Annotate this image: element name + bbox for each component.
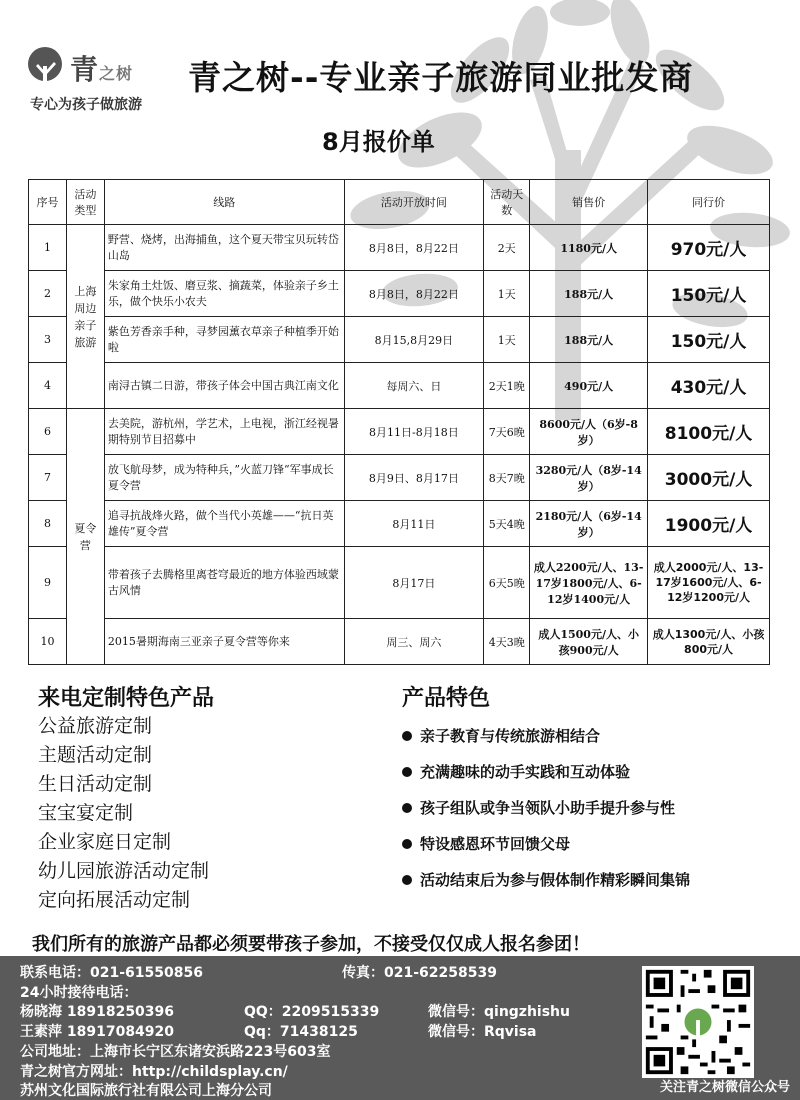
logo-name: 青之树 — [70, 53, 134, 86]
row-time: 8月11日 — [344, 501, 484, 547]
tree-icon — [24, 46, 66, 90]
row-peer-price: 8100元/人 — [648, 409, 770, 455]
row-peer-price: 970元/人 — [648, 225, 770, 271]
row-sale-price: 188元/人 — [530, 317, 648, 363]
row-no: 10 — [29, 619, 67, 665]
row-peer-price: 成人1300元/人、小孩800元/人 — [648, 619, 770, 665]
table-row — [29, 225, 770, 271]
header-type: 活动类型 — [66, 180, 104, 225]
website-link[interactable]: 青之树官方网址：http://childsplay.cn/ — [20, 1064, 288, 1080]
row-no: 9 — [29, 547, 67, 619]
row-peer-price: 成人2000元/人、13-17岁1600元/人、6-12岁1200元/人 — [648, 547, 770, 619]
custom-products-title: 来电定制特色产品 — [38, 686, 215, 711]
bullet-icon — [402, 803, 412, 813]
row-days: 2天1晚 — [484, 363, 530, 409]
row-sale-price: 188元/人 — [530, 271, 648, 317]
qr-code-icon[interactable] — [642, 966, 754, 1078]
row-days: 4天3晚 — [484, 619, 530, 665]
row-days: 1天 — [484, 271, 530, 317]
table-header-row — [29, 180, 770, 225]
row-route: 野营、烧烤，出海捕鱼，这个夏天带宝贝玩转岱山岛 — [104, 225, 344, 271]
fax-text: 传真：021-62258539 — [342, 965, 497, 981]
row-time: 8月8日，8月22日 — [344, 225, 484, 271]
row-route: 追寻抗战烽火路，做个当代小英雄——“抗日英雄传”夏令营 — [104, 501, 344, 547]
header-peer-price: 同行价 — [648, 180, 770, 225]
row-time: 周三、周六 — [344, 619, 484, 665]
list-item: 宝宝宴定制 — [38, 802, 134, 824]
row-time: 8月8日，8月22日 — [344, 271, 484, 317]
row-time: 8月11日-8月18日 — [344, 409, 484, 455]
row-sale-price: 1180元/人 — [530, 225, 648, 271]
brand-logo — [22, 42, 182, 114]
row-no: 3 — [29, 317, 67, 363]
table-row — [29, 317, 770, 363]
table-row — [29, 271, 770, 317]
row-no: 7 — [29, 455, 67, 501]
table-row — [29, 547, 770, 619]
row-peer-price: 1900元/人 — [648, 501, 770, 547]
row-sale-price: 成人2200元/人、13-17岁1800元/人、6-12岁1400元/人 — [530, 547, 648, 619]
contact2-wechat: 微信号：Rqvisa — [428, 1024, 537, 1040]
row-days: 5天4晚 — [484, 501, 530, 547]
row-route: 南浔古镇二日游，带孩子体会中国古典江南文化 — [104, 363, 344, 409]
list-item: 特设感恩环节回馈父母 — [402, 830, 690, 866]
row-route: 去美院，游杭州，学艺术，上电视，浙江经视暑期特别节目招募中 — [104, 409, 344, 455]
row-peer-price: 430元/人 — [648, 363, 770, 409]
bullet-icon — [402, 875, 412, 885]
price-table — [28, 179, 770, 665]
bullet-icon — [402, 731, 412, 741]
features-title: 产品特色 — [402, 686, 491, 711]
row-route: 放飞航母梦，成为特种兵，”火蓝刀锋“军事成长夏令营 — [104, 455, 344, 501]
list-item: 主题活动定制 — [38, 744, 153, 766]
footer-contact-panel — [0, 956, 800, 1100]
list-item: 活动结束后为参与假体制作精彩瞬间集锦 — [402, 866, 690, 902]
row-no: 1 — [29, 225, 67, 271]
row-peer-price: 150元/人 — [648, 317, 770, 363]
header-sale-price: 销售价 — [530, 180, 648, 225]
logo-slogan: 专心为孩子做旅游 — [30, 97, 142, 113]
table-row — [29, 409, 770, 455]
list-item: 公益旅游定制 — [38, 715, 153, 737]
notice-text: 我们所有的旅游产品都必须要带孩子参加，不接受仅仅成人报名参团！ — [32, 934, 590, 955]
table-row — [29, 455, 770, 501]
row-route: 紫色芳香亲手种，寻梦园薰衣草亲子种植季开始啦 — [104, 317, 344, 363]
list-item: 孩子组队或争当领队小助手提升参与性 — [402, 794, 690, 830]
row-time: 8月17日 — [344, 547, 484, 619]
contact1-qq: QQ：2209515339 — [244, 1004, 380, 1020]
bullet-icon — [402, 839, 412, 849]
contact2-name: 王素萍 18917084920 — [20, 1024, 175, 1040]
table-row — [29, 619, 770, 665]
header-no: 序号 — [29, 180, 67, 225]
row-days: 6天5晚 — [484, 547, 530, 619]
list-item: 充满趣味的动手实践和互动体验 — [402, 758, 690, 794]
page-subtitle: 8月报价单 — [322, 128, 435, 156]
company-name: 苏州文化国际旅行社有限公司上海分公司 — [20, 1083, 272, 1099]
row-time: 8月9日、8月17日 — [344, 455, 484, 501]
features-list — [402, 722, 690, 902]
row-sale-price: 成人1500元/人、小孩900元/人 — [530, 619, 648, 665]
row-no: 6 — [29, 409, 67, 455]
contact2-qq: Qq：71438125 — [244, 1024, 358, 1040]
table-row — [29, 363, 770, 409]
row-no: 2 — [29, 271, 67, 317]
header-route: 线路 — [104, 180, 344, 225]
row-no: 4 — [29, 363, 67, 409]
category-cell: 夏令营 — [66, 409, 104, 665]
list-item: 生日活动定制 — [38, 773, 153, 795]
bullet-icon — [402, 767, 412, 777]
row-days: 2天 — [484, 225, 530, 271]
header-time: 活动开放时间 — [344, 180, 484, 225]
contact1-name: 杨晓海 18918250396 — [20, 1004, 175, 1020]
list-item: 定向拓展活动定制 — [38, 889, 191, 911]
row-sale-price: 490元/人 — [530, 363, 648, 409]
row-time: 每周六、日 — [344, 363, 484, 409]
row-sale-price: 3280元/人（8岁-14岁） — [530, 455, 648, 501]
custom-products-list — [38, 712, 209, 915]
row-time: 8月15,8月29日 — [344, 317, 484, 363]
table-row — [29, 501, 770, 547]
row-route: 带着孩子去腾格里离苍穹最近的地方体验西域蒙古风情 — [104, 547, 344, 619]
list-item: 企业家庭日定制 — [38, 831, 172, 853]
contact1-wechat: 微信号：qingzhishu — [428, 1004, 570, 1020]
row-no: 8 — [29, 501, 67, 547]
list-item: 亲子教育与传统旅游相结合 — [402, 722, 690, 758]
category-cell: 上海周边亲子旅游 — [66, 225, 104, 409]
row-sale-price: 8600元/人（6岁-8岁） — [530, 409, 648, 455]
address-text: 公司地址：上海市长宁区东诸安浜路223号603室 — [20, 1044, 331, 1060]
row-route: 朱家角土灶饭、磨豆浆、摘蔬菜，体验亲子乡土乐，做个快乐小农夫 — [104, 271, 344, 317]
row-days: 8天7晚 — [484, 455, 530, 501]
hotline-label: 24小时接待电话： — [20, 985, 138, 1001]
row-peer-price: 3000元/人 — [648, 455, 770, 501]
phone-text: 联系电话：021-61550856 — [20, 965, 203, 981]
row-peer-price: 150元/人 — [648, 271, 770, 317]
header-days: 活动天数 — [484, 180, 530, 225]
row-sale-price: 2180元/人（6岁-14岁） — [530, 501, 648, 547]
row-days: 1天 — [484, 317, 530, 363]
page-title: 青之树--专业亲子旅游同业批发商 — [188, 58, 694, 97]
qr-caption: 关注青之树微信公众号 — [659, 1080, 790, 1095]
row-route: 2015暑期海南三亚亲子夏令营等你来 — [104, 619, 344, 665]
row-days: 7天6晚 — [484, 409, 530, 455]
list-item: 幼儿园旅游活动定制 — [38, 860, 210, 882]
